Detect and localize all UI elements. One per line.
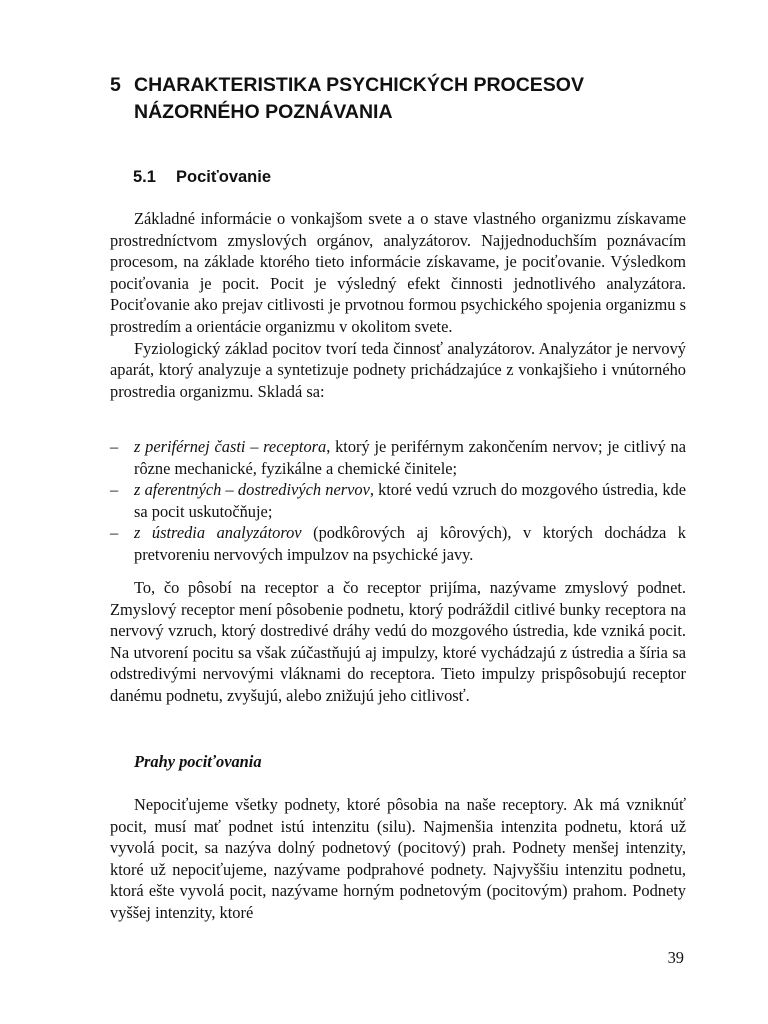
chapter-number: 5: [110, 74, 121, 96]
paragraph: Základné informácie o vonkajšom svete a o stave vlastného organizmu získavame prostredníctvom zmyslových orgánov, analyzátorov. Najjednoduchším poznávacím procesom, na základe ktorého tieto informácie získavame, je pociťovanie. Výsledkom pociťovania je pocit. Pocit je výsledný efekt činnosti jednotlivého analyzátora. Pociťovanie ako prejav citlivosti je prvotnou formou psychického spojenia organizmu s prostredím a orientácie organizmu v okolitom svete.: [110, 209, 686, 336]
section-number: 5.1: [133, 168, 156, 186]
thresholds-text: [110, 794, 686, 924]
list-item-term: z periférnej časti – receptora: [134, 437, 327, 456]
paragraph: Fyziologický základ pocitov tvorí teda činnosť analyzátorov. Analyzátor je nervový aparát, ktorý analyzuje a syntetizuje podnety prichádzajúce z vonkajšieho i vnútorného prostredia organizmu. Skladá sa:: [110, 338, 686, 401]
section-title: Pociťovanie: [176, 168, 272, 186]
list-dash: –: [110, 437, 119, 456]
receptor-text: [110, 577, 686, 707]
list-item: [110, 436, 686, 479]
page-number: 39: [667, 948, 684, 967]
list-item: [110, 479, 686, 522]
chapter-title-line-1: CHARAKTERISTIKA PSYCHICKÝCH PROCESOV: [134, 74, 584, 96]
list-item: [110, 522, 686, 565]
list-item-term: z ústredia analyzátorov: [134, 523, 302, 543]
analyzer-parts-list: [110, 436, 686, 566]
chapter-title-line-2: NÁZORNÉHO POZNÁVANIA: [134, 101, 393, 123]
intro-text: [110, 208, 686, 402]
list-dash: –: [110, 523, 119, 543]
list-item-text: , ktoré vedú vzruch do mozgového ústredia, kde sa pocit uskutočňuje;: [134, 480, 686, 521]
subheading: Prahy pociťovania: [134, 752, 262, 771]
list-dash: –: [110, 480, 119, 500]
list-item-text: (podkôrových aj kôrových), v ktorých dochádza k pretvoreniu nervových impulzov na psychické javy.: [134, 523, 687, 564]
chapter-heading: [110, 72, 710, 126]
list-item-term: z aferentných – dostredivých nervov: [134, 480, 370, 500]
paragraph: Nepociťujeme všetky podnety, ktoré pôsobia na naše receptory. Ak má vzniknúť pocit, musí mať podnet istú intenzitu (silu). Najmenšia intenzita podnetu, ktorá už vyvolá pocit, sa nazýva dolný podnetový (pocitový) prah. Podnety menšej intenzity, ktoré už nepociťujeme, nazývame podprahové podnety. Najvyššiu intenzitu podnetu, ktorá ešte vyvolá pocit, nazývame horným podnetovým (pocitovým) prahom. Podnety vyššej intenzity, ktoré: [110, 795, 686, 922]
paragraph: To, čo pôsobí na receptor a čo receptor prijíma, nazývame zmyslový podnet. Zmyslový receptor mení pôsobenie podnetu, ktorý podráždil citlivé bunky receptora na nervový vzruch, ktorý dostredivé dráhy vedú do mozgového ústredia, kde vzniká pocit. Na utvorení pocitu sa však zúčastňujú aj impulzy, ktoré vychádzajú z ústredia a šíria sa odstredivými nervovými vláknami do receptora. Tieto impulzy prispôsobujú receptor danému podnetu, zvyšujú, alebo znižujú jeho citlivosť.: [110, 578, 686, 705]
section-heading: [133, 166, 271, 188]
list-item-text: , ktorý je periférnym zakončením nervov; je citlivý na rôzne mechanické, fyzikálne a chemické činitele;: [134, 437, 686, 478]
